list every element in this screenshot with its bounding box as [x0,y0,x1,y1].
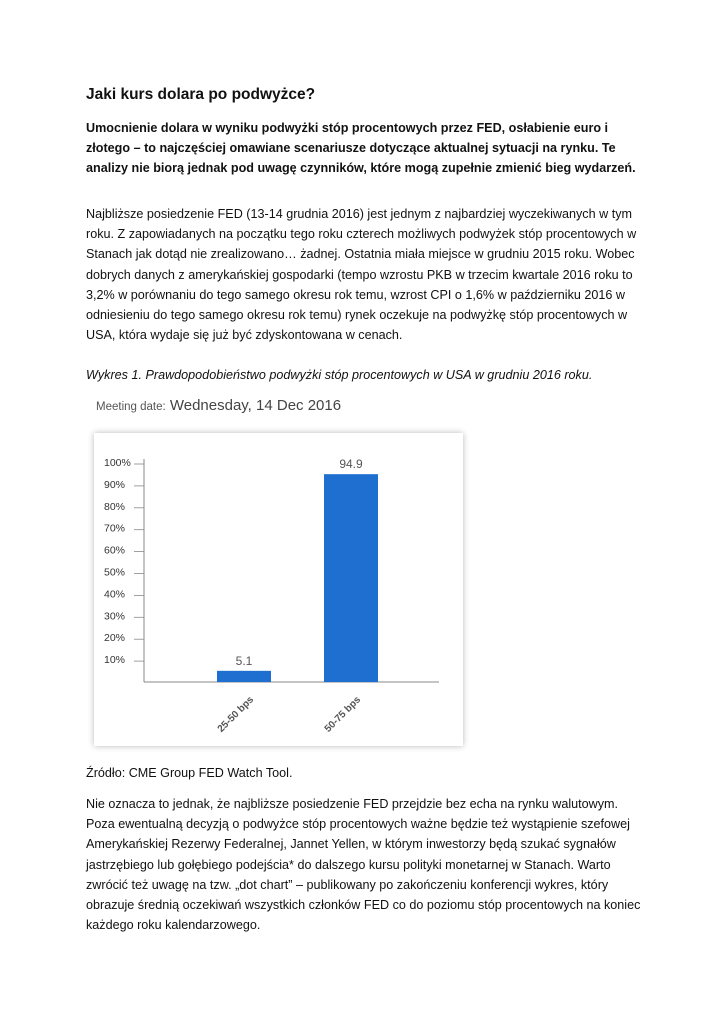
body-paragraph-1: Najbliższe posiedzenie FED (13-14 grudnia 2016) jest jednym z najbardziej wyczekiwanych w tym roku. Z zapowiadanych na początku tego roku czterech możliwych podwyżek stóp procentowych w Stanach jak dotąd nie zrealizowano… żadnej. Ostatnia miała miejsce w grudniu 2015 roku. Wobec dobrych danych z amerykańskiej gospodarki (tempo wzrostu PKB w trzecim kwartale 2016 roku to 3,2% w porównaniu do tego samego okresu rok temu, wzrost CPI o 1,6% w październiku 2016 w odniesieniu do tego samego okresu rok temu) rynek oczekuje na podwyżkę stóp procentowych w USA, która wydaje się już być zdyskontowana w cenach. [86,207,637,343]
x-category-label: 50-75 bps [322,694,364,735]
y-tick-label: 70% [104,522,126,535]
probability-bar-chart [94,433,463,746]
meeting-date-value: Wednesday, 14 Dec 2016 [169,397,342,414]
y-tick-label: 90% [104,478,126,491]
y-tick-label: 40% [104,588,126,601]
y-tick-label: 50% [104,566,126,579]
bar-value-label: 5.1 [235,653,253,668]
y-tick-label: 60% [104,544,126,557]
source-note: Źródło: CME Group FED Watch Tool. [86,766,293,780]
y-tick-label: 100% [104,457,131,469]
y-tick-label: 20% [104,632,126,645]
y-tick-label: 30% [104,610,126,623]
lead-paragraph: Umocnienie dolara w wyniku podwyżki stóp procentowych przez FED, osłabienie euro i złotego – to najczęściej omawiane scenariusze dotyczące aktualnej sytuacji na rynku. Te analizy nie biorą jednak pod uwagę czynników, które mogą zupełnie zmienić bieg wydarzeń. [86,121,636,176]
figure-caption: Wykres 1. Prawdopodobieństwo podwyżki stóp procentowych w USA w grudniu 2016 roku. [86,368,593,382]
body-paragraph-2: Nie oznacza to jednak, że najbliższe posiedzenie FED przejdzie bez echa na rynku walutowym. Poza ewentualną decyzją o podwyżce stóp procentowych ważne będzie też wystąpienie szefowej Amerykańskiej Rezerwy Federalnej, Jannet Yellen, w którym inwestorzy będą szukać sygnałów jastrzębiego lub gołębiego podejścia* do dalszego kursu polityki monetarnej w Stanach. Warto zwrócić też uwagę na tzw. „dot chart” – publikowany po zakończeniu konferencji wykres, który obrazuje średnią oczekiwań wszystkich członków FED co do poziomu stóp procentowych na koniec każdego roku kalendarzowego. [86,797,641,933]
x-category-label: 25-50 bps [215,694,257,735]
bar-value-label: 94.9 [339,457,363,472]
meeting-date-label: Meeting date: [96,401,166,413]
y-tick-label: 10% [104,654,126,667]
y-tick-label: 80% [104,500,126,513]
probability-chart-card [94,433,463,746]
article-heading: Jaki kurs dolara po podwyżce? [86,86,316,103]
bar-25-50 bps [217,671,271,682]
bar-50-75 bps [324,474,378,682]
meeting-date [96,397,341,414]
